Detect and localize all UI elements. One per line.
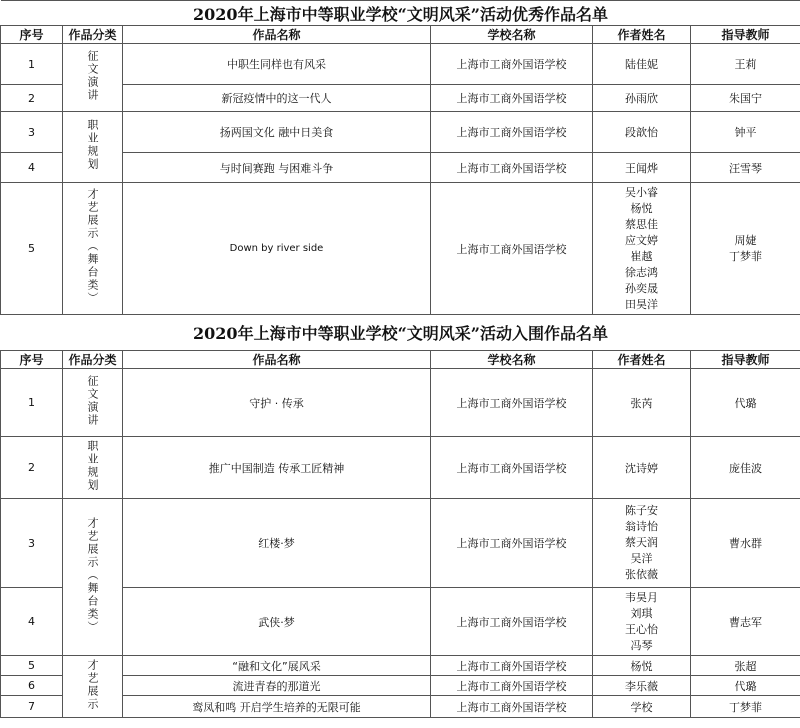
table-row: 5 才艺展示 “融和文化”展风采 上海市工商外国语学校 杨悦 张超: [1, 656, 800, 676]
header-author: 作者姓名: [593, 26, 691, 44]
teacher-list: 周婕 丁梦菲: [691, 183, 800, 315]
finalist-header-row: [1, 351, 800, 369]
header-teacher: 指导教师: [691, 351, 800, 369]
header-no: 序号: [1, 351, 63, 369]
author-list: 韦昊月 刘琪 王心怡 冯琴: [593, 588, 691, 656]
finalist-table: [0, 314, 800, 718]
table-row: 5 才艺展示（舞台类） Down by river side 上海市工商外国语学校 吴小睿 杨悦 蔡思佳 应文婷 崔越 徐志鸿 孙奕晟 田昊洋 周婕 丁梦菲: [1, 183, 800, 315]
category-cell: 才艺展示（舞台类）: [63, 183, 123, 315]
header-category: 作品分类: [63, 351, 123, 369]
category-cell: 征文演讲: [63, 369, 123, 437]
table-row: 4 武侠·梦 上海市工商外国语学校 韦昊月 刘琪 王心怡 冯琴 曹志军: [1, 588, 800, 656]
table-row: 1 征文演讲 中职生同样也有风采 上海市工商外国语学校 陆佳妮 王莉: [1, 44, 800, 85]
table-row: 1 征文演讲 守护 · 传承 上海市工商外国语学校 张芮 代璐: [1, 369, 800, 437]
table-row: 3 职业规划 扬两国文化 融中日美食 上海市工商外国语学校 段歆怡 钟平: [1, 112, 800, 153]
header-author: 作者姓名: [593, 351, 691, 369]
header-work: 作品名称: [123, 26, 431, 44]
table-row: 2 职业规划 推广中国制造 传承工匠精神 上海市工商外国语学校 沈诗婷 庞佳波: [1, 437, 800, 499]
excellent-title: 2020年上海市中等职业学校“文明风采”活动优秀作品名单: [1, 1, 800, 26]
header-school: 学校名称: [431, 351, 593, 369]
table-row: 2 新冠疫情中的这一代人 上海市工商外国语学校 孙雨欣 朱国宁: [1, 85, 800, 112]
excellent-table: [0, 0, 800, 315]
header-category: 作品分类: [63, 26, 123, 44]
excellent-header-row: [1, 26, 800, 44]
author-list: 陈子安 翁诗怡 蔡天润 吴洋 张依薇: [593, 499, 691, 588]
table-row: 6 流进青春的那道光 上海市工商外国语学校 李乐薇 代璐: [1, 676, 800, 696]
table-row: 3 才艺展示（舞台类） 红楼·梦 上海市工商外国语学校 陈子安 翁诗怡 蔡天润 吴洋 张依薇 曹水群: [1, 499, 800, 588]
category-cell: 征文演讲: [63, 44, 123, 112]
category-cell: 职业规划: [63, 112, 123, 183]
category-cell: 才艺展示（舞台类）: [63, 499, 123, 656]
header-school: 学校名称: [431, 26, 593, 44]
table-row: 7 鸾凤和鸣 开启学生培养的无限可能 上海市工商外国语学校 学校 丁梦菲: [1, 696, 800, 718]
header-teacher: 指导教师: [691, 26, 800, 44]
category-cell: 职业规划: [63, 437, 123, 499]
category-cell: 才艺展示: [63, 656, 123, 718]
header-work: 作品名称: [123, 351, 431, 369]
table-row: 4 与时间赛跑 与困难斗争 上海市工商外国语学校 王闻烨 汪雪琴: [1, 153, 800, 183]
finalist-title: 2020年上海市中等职业学校“文明风采”活动入围作品名单: [1, 315, 800, 351]
header-no: 序号: [1, 26, 63, 44]
author-list: 吴小睿 杨悦 蔡思佳 应文婷 崔越 徐志鸿 孙奕晟 田昊洋: [593, 183, 691, 315]
